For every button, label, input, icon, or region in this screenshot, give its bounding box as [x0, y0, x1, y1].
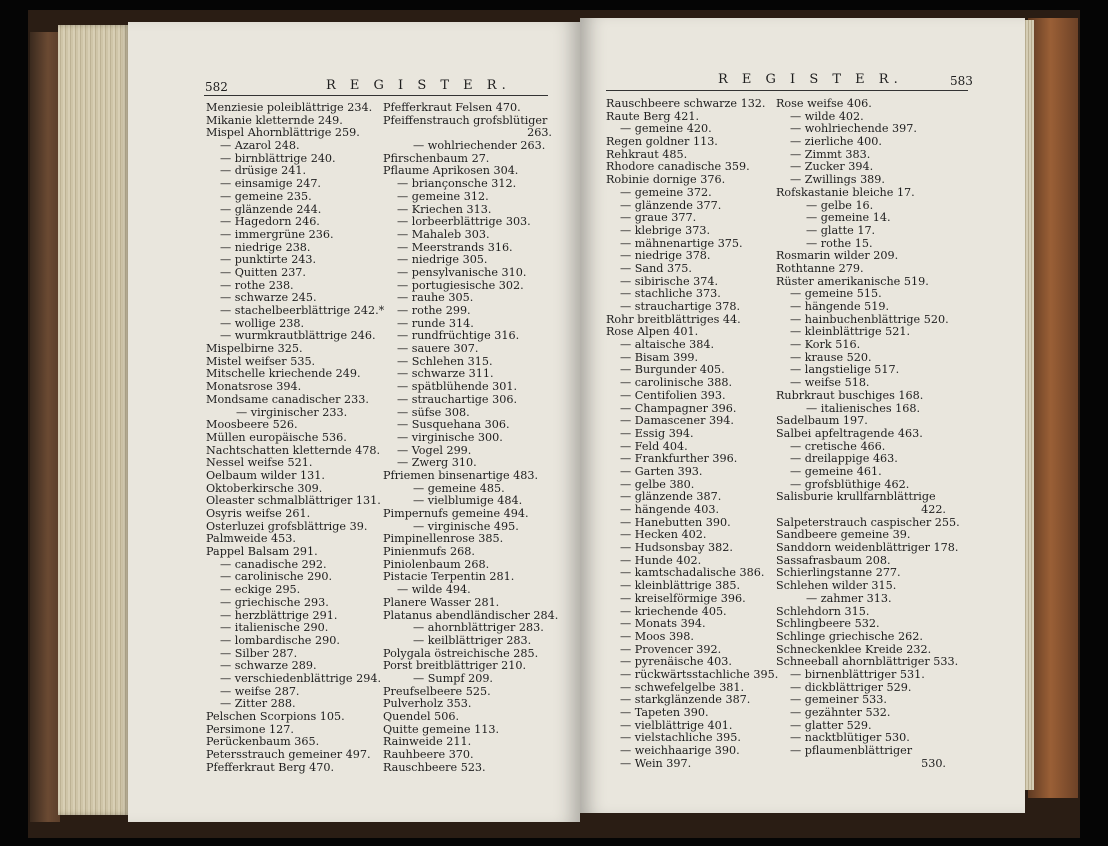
index-entry: — Frankfurther 396. [620, 452, 738, 466]
index-entry: — verschiedenblättrige 294. [220, 671, 382, 685]
index-entry: — vielstachliche 395. [620, 731, 741, 745]
index-entry: — kreiselförmige 396. [620, 591, 746, 605]
index-entry: Rofskastanie bleiche 17. [776, 185, 915, 199]
index-entry: — wilde 402. [790, 109, 864, 123]
index-entry: — pensylvanische 310. [397, 265, 527, 279]
index-entry: — schwarze 245. [220, 291, 317, 305]
index-entry: — rothe 299. [397, 304, 471, 317]
index-entry: Schneckenklee Kreide 232. [776, 642, 932, 656]
index-entry: — Bisam 399. [620, 350, 699, 364]
index-entry: — rauhe 305. [397, 291, 474, 305]
index-entry: — rückwärtsstachliche 395. [620, 667, 779, 681]
index-entry: — zahmer 313. [806, 591, 892, 605]
index-entry: Pflaume Aprikosen 304. [383, 164, 519, 178]
index-entry: Preufselbeere 525. [383, 684, 491, 698]
index-entry: — kleinblättrige 385. [620, 579, 741, 593]
index-entry: Pelschen Scorpions 105. [206, 710, 345, 723]
index-entry: — wurmkrautblättrige 246. [220, 329, 376, 343]
index-entry: — carolinische 290. [220, 570, 333, 584]
index-entry: — keilblättriger 283. [413, 633, 532, 647]
index-entry: — stachelbeerblättrige 242.* [220, 304, 385, 317]
index-entry: — zierliche 400. [790, 135, 882, 149]
index-entry: Schierlingstanne 277. [776, 566, 901, 580]
index-entry: — gemeine 515. [790, 287, 882, 301]
index-entry: — lombardische 290. [220, 633, 340, 647]
index-entry: — Mahaleb 303. [397, 227, 490, 241]
index-entry: Pulverholz 353. [383, 697, 472, 711]
index-entry: Rauschbeere schwarze 132. [606, 97, 766, 110]
index-entry: — Monats 394. [620, 617, 706, 631]
index-entry: Rothtanne 279. [776, 261, 864, 275]
index-entry: — birnenblättriger 531. [790, 667, 925, 681]
index-entry: Moosbeere 526. [206, 418, 298, 432]
index-entry: — kriechende 405. [620, 604, 727, 618]
index-entry: — Champagner 396. [620, 401, 737, 415]
index-entry: — weifse 518. [790, 376, 870, 390]
index-entry: — gelbe 380. [620, 477, 695, 491]
index-entry: Osyris weifse 261. [206, 507, 311, 520]
index-entry: Pfriemen binsenartige 483. [383, 468, 539, 482]
index-entry: — wohlriechender 263. [413, 139, 546, 153]
index-entry: — pflaumenblättriger [790, 744, 913, 758]
index-entry: 422. [921, 503, 946, 516]
index-entry: Sadelbaum 197. [776, 414, 868, 428]
index-entry: — rothe 15. [806, 236, 873, 250]
index-entry: Palmweide 453. [206, 532, 296, 546]
index-entry: — Meerstrands 316. [397, 240, 513, 254]
index-entry: Schlingbeere 532. [776, 617, 880, 631]
index-entry: — runde 314. [397, 316, 474, 330]
index-entry: — Hudsonsbay 382. [620, 541, 733, 555]
index-entry: — gemeine 461. [790, 464, 882, 478]
index-entry: Pfefferkraut Berg 470. [206, 760, 335, 774]
index-entry: Rosmarin wilder 209. [776, 249, 899, 263]
index-entry: — stachliche 373. [620, 287, 721, 301]
index-entry: Persimone 127. [206, 722, 294, 736]
index-entry: — Kork 516. [790, 338, 861, 352]
page-title: R E G I S T E R. [326, 78, 511, 93]
index-entry: — Sand 375. [620, 261, 692, 275]
index-entry: — Wein 397. [620, 756, 692, 770]
index-entry: — graue 377. [620, 211, 697, 225]
index-entry: Pimpinellenrose 385. [383, 532, 504, 546]
index-entry: 263. [527, 126, 552, 140]
index-entry: Pfefferkraut Felsen 470. [383, 101, 521, 114]
index-entry: Porst breitblättriger 210. [383, 659, 527, 673]
index-entry: — griechische 293. [220, 595, 329, 609]
index-entry: — virginische 300. [397, 430, 503, 444]
index-column-1 [206, 101, 385, 774]
index-entry: Rauschbeere 523. [383, 760, 486, 774]
index-entry: Sandbeere gemeine 39. [776, 528, 911, 542]
index-entry: — Tapeten 390. [620, 706, 709, 719]
index-entry: — italienisches 168. [806, 401, 921, 415]
index-entry: — niedrige 378. [620, 249, 711, 263]
index-entry: — einsamige 247. [220, 177, 321, 191]
index-entry: Rüster amerikanische 519. [776, 274, 929, 288]
index-entry: — Damascener 394. [620, 414, 734, 428]
index-entry: Rohr breitblättriges 44. [606, 312, 741, 326]
index-entry: Piniolenbaum 268. [383, 557, 490, 571]
index-entry: Mispel Ahornblättrige 259. [206, 126, 360, 140]
index-entry: Schlinge griechische 262. [776, 629, 923, 643]
index-entry: Pinienmufs 268. [383, 545, 475, 559]
index-entry: — schwefelgelbe 381. [620, 680, 745, 694]
index-entry: Regen goldner 113. [606, 135, 718, 149]
index-entry: — Zimmt 383. [790, 147, 871, 161]
index-entry: — schwarze 311. [397, 367, 494, 381]
index-entry: — grofsblüthige 462. [790, 477, 910, 491]
index-entry: — Sumpf 209. [413, 671, 493, 685]
index-entry: — gemeiner 533. [790, 693, 887, 707]
index-entry: — portugiesische 302. [397, 278, 524, 292]
index-entry: Schlehen wilder 315. [776, 579, 897, 593]
index-entry: Rose weifse 406. [776, 97, 872, 110]
index-entry: — weifse 287. [220, 684, 300, 698]
index-entry: — birnblättrige 240. [220, 151, 336, 165]
index-entry: — Hanebutten 390. [620, 515, 731, 529]
index-entry: — Hunde 402. [620, 553, 702, 567]
index-entry: — hängende 519. [790, 300, 890, 313]
index-entry: — cretische 466. [790, 439, 886, 453]
index-entry: — wollige 238. [220, 316, 305, 330]
index-entry: — Feld 404. [620, 439, 688, 453]
index-entry: Polygala östreichische 285. [383, 646, 539, 660]
index-entry: — italienische 290. [220, 621, 329, 635]
index-entry: — gemeine 312. [397, 189, 489, 203]
index-entry: — langstielige 517. [790, 363, 900, 377]
index-entry: Nachtschatten kletternde 478. [206, 443, 381, 457]
index-entry: — glatte 17. [806, 223, 876, 237]
index-entry: Mikanie kletternde 249. [206, 113, 343, 127]
index-entry: Müllen europäische 536. [206, 430, 347, 444]
index-entry: — vielblättrige 401. [620, 718, 733, 732]
index-entry: — schwarze 289. [220, 659, 317, 673]
index-entry: — Burgunder 405. [620, 363, 725, 377]
index-entry: Rubrkraut buschiges 168. [776, 388, 924, 402]
index-entry: — punktirte 243. [220, 253, 317, 267]
index-entry: — eckige 295. [220, 583, 301, 597]
index-entry: — gemeine 420. [620, 122, 712, 136]
page-title: R E G I S T E R. [718, 72, 903, 87]
index-entry: — hainbuchenblättrige 520. [790, 312, 949, 326]
index-entry: Mistel weifser 535. [206, 354, 316, 368]
index-entry: — sauere 307. [397, 342, 479, 356]
index-entry: Petersstrauch gemeiner 497. [206, 748, 371, 762]
index-entry: — lorbeerblättrige 303. [397, 215, 531, 229]
index-entry: — Zwillings 389. [790, 173, 885, 187]
page-edges-left [58, 25, 130, 815]
index-entry: Schlehdorn 315. [776, 604, 870, 618]
index-entry: — mähnenartige 375. [620, 236, 743, 250]
index-entry: — kleinblättrige 521. [790, 325, 911, 339]
index-entry: — Provencer 392. [620, 642, 722, 656]
index-entry: Mitschelle kriechende 249. [206, 367, 361, 381]
index-entry: — Zitter 288. [220, 697, 296, 711]
index-entry: — wohlriechende 397. [790, 122, 917, 136]
index-entry: — krause 520. [790, 350, 872, 364]
index-entry: Quendel 506. [383, 710, 460, 723]
index-entry: Raute Berg 421. [606, 109, 700, 123]
index-entry: Oleaster schmalblättriger 131. [206, 494, 381, 508]
index-entry: — Schlehen 315. [397, 354, 493, 368]
index-entry: Planere Wasser 281. [383, 595, 500, 609]
index-entry: Salbei apfeltragende 463. [776, 426, 923, 440]
index-entry: Rose Alpen 401. [606, 325, 699, 339]
header-rule [204, 95, 548, 96]
index-entry: — altaische 384. [620, 338, 715, 352]
index-entry: — Centifolien 393. [620, 388, 726, 402]
index-entry: — klebrige 373. [620, 223, 711, 237]
index-entry: — drüsige 241. [220, 164, 307, 178]
index-entry: — gemeine 235. [220, 189, 312, 203]
index-entry: Oelbaum wilder 131. [206, 468, 325, 482]
index-entry: Rainweide 211. [383, 735, 472, 749]
index-entry: — spätblühende 301. [397, 380, 518, 394]
index-entry: — canadische 292. [220, 557, 327, 571]
index-entry: Rehkraut 485. [606, 147, 688, 161]
index-entry: — dreilappige 463. [790, 452, 898, 466]
index-entry: — Kriechen 313. [397, 202, 492, 216]
index-entry: Rauhbeere 370. [383, 748, 474, 762]
index-entry: — weichhaarige 390. [620, 744, 740, 758]
page-number: 583 [950, 74, 973, 88]
index-entry: Perückenbaum 365. [206, 735, 320, 749]
index-entry: Pimpernufs gemeine 494. [383, 507, 529, 520]
index-entry: — strauchartige 306. [397, 392, 518, 406]
index-entry: Nessel weifse 521. [206, 456, 313, 470]
index-entry: Rhodore canadische 359. [606, 160, 750, 174]
index-entry: Sanddorn weidenblättriger 178. [776, 541, 959, 555]
index-entry: — dickblättriger 529. [790, 680, 912, 694]
index-entry: Quitte gemeine 113. [383, 722, 500, 736]
index-entry: Pfeiffenstrauch grofsblütiger [383, 113, 548, 127]
index-entry: — sibirische 374. [620, 274, 719, 288]
index-entry: — Garten 393. [620, 464, 703, 478]
index-entry: — vielblumige 484. [413, 494, 523, 508]
index-entry: — virginischer 233. [236, 405, 348, 419]
index-entry: — virginische 495. [413, 519, 519, 533]
index-entry: — kamtschadalische 386. [620, 566, 765, 580]
index-entry: — Zucker 394. [790, 160, 874, 174]
index-entry: — Silber 287. [220, 646, 298, 660]
book-cover-right [1028, 18, 1078, 798]
index-entry: — carolinische 388. [620, 376, 733, 390]
index-column-2 [776, 97, 960, 770]
index-entry: Platanus abendländischer 284. [383, 608, 559, 622]
index-entry: Pistacie Terpentin 281. [383, 570, 515, 584]
index-entry: — gezähnter 532. [790, 706, 891, 719]
book-cover-left [30, 32, 60, 822]
index-entry: Robinie dornige 376. [606, 173, 726, 187]
index-entry: — strauchartige 378. [620, 300, 741, 313]
index-entry: — Susquehana 306. [397, 418, 510, 432]
index-entry: Osterluzei grofsblättrige 39. [206, 519, 368, 533]
right-page [580, 18, 1025, 813]
left-page [128, 22, 580, 822]
index-entry: — pyrenäische 403. [620, 655, 732, 669]
index-entry: Salisburie krullfarnblättrige [776, 490, 936, 504]
index-entry: — rundfrüchtige 316. [397, 329, 520, 343]
index-entry: — wilde 494. [397, 583, 471, 597]
index-entry: Sassafrasbaum 208. [776, 553, 891, 567]
index-entry: — glänzende 377. [620, 198, 722, 212]
index-entry: — Hecken 402. [620, 528, 707, 542]
index-entry: — Moos 398. [620, 629, 694, 643]
header-rule [606, 90, 968, 91]
index-entry: — starkglänzende 387. [620, 693, 751, 707]
index-entry: — briançonsche 312. [397, 177, 517, 191]
index-entry: 530. [921, 756, 946, 770]
index-entry: Oktoberkirsche 309. [206, 481, 323, 495]
index-entry: — glatter 529. [790, 718, 872, 732]
index-entry: — nacktblütiger 530. [790, 731, 910, 745]
index-entry: Mispelbirne 325. [206, 342, 303, 356]
index-entry: — herzblättrige 291. [220, 608, 338, 622]
index-entry: — gemeine 485. [413, 481, 505, 495]
index-entry: — süfse 308. [397, 405, 470, 419]
index-entry: — ahornblättriger 283. [413, 621, 544, 635]
index-entry: — niedrige 238. [220, 240, 311, 254]
index-entry: — Azarol 248. [220, 139, 300, 153]
index-entry: — gemeine 372. [620, 185, 712, 199]
index-entry: — Quitten 237. [220, 265, 306, 279]
index-entry: — rothe 238. [220, 278, 294, 292]
index-column-2 [383, 102, 558, 774]
index-entry: Pappel Balsam 291. [206, 545, 318, 559]
index-entry: — glänzende 244. [220, 202, 322, 216]
index-entry: — Essig 394. [620, 426, 694, 440]
index-entry: Salpeterstrauch caspischer 255. [776, 515, 960, 529]
index-entry: Menziesie poleiblättrige 234. [206, 101, 373, 114]
index-entry: Mondsame canadischer 233. [206, 392, 369, 406]
index-entry: Pfirschenbaum 27. [383, 151, 490, 165]
index-entry: — niedrige 305. [397, 253, 488, 267]
index-entry: — immergrüne 236. [220, 227, 334, 241]
index-entry: Monatsrose 394. [206, 380, 302, 394]
index-entry: — Zwerg 310. [397, 456, 477, 470]
index-column-1 [606, 98, 786, 770]
index-entry: — hängende 403. [620, 503, 720, 516]
index-entry: — gelbe 16. [806, 198, 874, 212]
index-entry: — glänzende 387. [620, 490, 722, 504]
index-entry: — Hagedorn 246. [220, 215, 320, 229]
page-number: 582 [205, 80, 228, 94]
index-entry: — gemeine 14. [806, 211, 891, 225]
index-entry: Schneeball ahornblättriger 533. [776, 655, 959, 669]
index-entry: — Vogel 299. [397, 443, 472, 457]
